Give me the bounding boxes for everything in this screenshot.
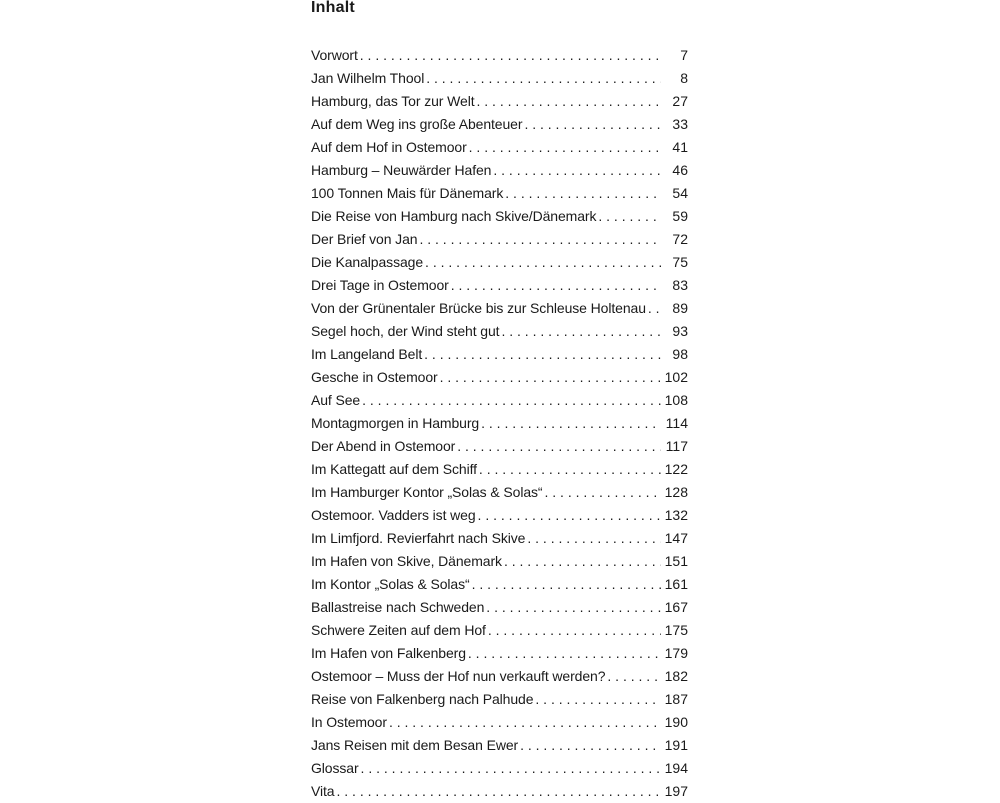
dot-leader [488, 619, 661, 642]
toc-entry-page-number: 122 [664, 461, 688, 477]
toc-entry-title: Schwere Zeiten auf dem Hof [311, 622, 486, 638]
dot-leader [598, 205, 661, 228]
toc-entry-page-number: 147 [664, 530, 688, 546]
dot-leader [472, 573, 661, 596]
toc-entry-page-number: 151 [664, 553, 688, 569]
toc-entry [311, 205, 688, 228]
dot-leader [440, 366, 661, 389]
toc-entry-title: Vita [311, 783, 335, 799]
toc-entry-page-number: 187 [664, 691, 688, 707]
dot-leader [501, 320, 661, 343]
table-of-contents [311, 0, 688, 803]
toc-entry-page-number: 8 [680, 70, 688, 86]
toc-entry-title: Segel hoch, der Wind steht gut [311, 323, 500, 339]
toc-entry-page-number: 108 [664, 392, 688, 408]
toc-entry-title: Die Reise von Hamburg nach Skive/Dänemark [311, 208, 597, 224]
toc-entry [311, 458, 688, 481]
toc-entry-page-number: 98 [672, 346, 688, 362]
dot-leader [544, 481, 661, 504]
toc-entry [311, 711, 688, 734]
dot-leader [419, 228, 661, 251]
toc-entry [311, 228, 688, 251]
dot-leader [424, 343, 661, 366]
toc-entry [311, 665, 688, 688]
toc-entry-title: Ostemoor. Vadders ist weg [311, 507, 476, 523]
toc-entry-page-number: 161 [664, 576, 688, 592]
toc-entry-page-number: 175 [664, 622, 688, 638]
toc-entry-title: Im Kattegatt auf dem Schiff [311, 461, 477, 477]
dot-leader [479, 458, 661, 481]
toc-entry-title: Hamburg, das Tor zur Welt [311, 93, 475, 109]
toc-entry-title: Der Brief von Jan [311, 231, 418, 247]
dot-leader [468, 642, 661, 665]
toc-entry [311, 44, 688, 67]
toc-entry [311, 688, 688, 711]
toc-entry-title: Im Hafen von Skive, Dänemark [311, 553, 502, 569]
toc-entry-page-number: 54 [672, 185, 688, 201]
toc-entry [311, 481, 688, 504]
toc-entry-page-number: 190 [664, 714, 688, 730]
toc-entry [311, 343, 688, 366]
toc-entry [311, 504, 688, 527]
dot-leader [360, 44, 661, 67]
toc-entry-title: Gesche in Ostemoor [311, 369, 438, 385]
toc-entry-title: Im Limfjord. Revierfahrt nach Skive [311, 530, 526, 546]
dot-leader [607, 665, 661, 688]
toc-entry-page-number: 194 [664, 760, 688, 776]
dot-leader [478, 504, 661, 527]
toc-entry-title: Im Hafen von Falkenberg [311, 645, 466, 661]
toc-entry-title: Hamburg – Neuwärder Hafen [311, 162, 492, 178]
dot-leader [481, 412, 661, 435]
toc-entry-title: Drei Tage in Ostemoor [311, 277, 449, 293]
toc-entry-title: Auf dem Weg ins große Abenteuer [311, 116, 523, 132]
toc-entry-title: Auf See [311, 392, 361, 408]
toc-entry [311, 527, 688, 550]
toc-entry-page-number: 132 [664, 507, 688, 523]
toc-entry [311, 320, 688, 343]
toc-entry [311, 734, 688, 757]
toc-entry [311, 757, 688, 780]
dot-leader [457, 435, 661, 458]
toc-entry-page-number: 27 [672, 93, 688, 109]
toc-entry [311, 90, 688, 113]
toc-entry-page-number: 83 [672, 277, 688, 293]
dot-leader [648, 297, 661, 320]
toc-entry-page-number: 197 [664, 783, 688, 799]
toc-entry-title: Die Kanalpassage [311, 254, 424, 270]
toc-entry-title: Im Hamburger Kontor „Solas & Solas“ [311, 484, 543, 500]
dot-leader [505, 182, 661, 205]
toc-entry [311, 435, 688, 458]
toc-entry-title: Jan Wilhelm Thool [311, 70, 425, 86]
dot-leader [535, 688, 661, 711]
toc-entry-title: Im Langeland Belt [311, 346, 423, 362]
toc-entry-page-number: 114 [665, 415, 688, 431]
toc-entry [311, 619, 688, 642]
toc-entry [311, 274, 688, 297]
toc-entry [311, 67, 688, 90]
toc-entry-page-number: 59 [672, 208, 688, 224]
toc-entry [311, 113, 688, 136]
toc-entry-page-number: 167 [664, 599, 688, 615]
dot-leader [524, 113, 661, 136]
toc-entry [311, 159, 688, 182]
toc-entry [311, 550, 688, 573]
dot-leader [493, 159, 661, 182]
toc-entry-title: Vorwort [311, 47, 358, 63]
dot-leader [361, 757, 661, 780]
dot-leader [520, 734, 661, 757]
toc-entry [311, 366, 688, 389]
toc-entry-title: 100 Tonnen Mais für Dänemark [311, 185, 504, 201]
toc-entry-page-number: 33 [672, 116, 688, 132]
toc-entry-title: Glossar [311, 760, 359, 776]
toc-entry-page-number: 179 [664, 645, 688, 661]
toc-entry-title: Von der Grünentaler Brücke bis zur Schleuse Holtenau [311, 300, 646, 316]
toc-entry [311, 412, 688, 435]
toc-entry-title: Ballastreise nach Schweden [311, 599, 485, 615]
toc-entry-page-number: 46 [672, 162, 688, 178]
toc-entry-page-number: 93 [672, 323, 688, 339]
toc-entry-title: Reise von Falkenberg nach Palhude [311, 691, 534, 707]
toc-entry-title: Im Kontor „Solas & Solas“ [311, 576, 470, 592]
toc-entry-page-number: 117 [665, 438, 688, 454]
toc-entry [311, 182, 688, 205]
toc-entry [311, 389, 688, 412]
dot-leader [527, 527, 661, 550]
toc-entry [311, 251, 688, 274]
toc-entry-page-number: 182 [664, 668, 688, 684]
toc-entry-page-number: 89 [672, 300, 688, 316]
dot-leader [389, 711, 661, 734]
dot-leader [504, 550, 661, 573]
toc-entry [311, 573, 688, 596]
toc-list [311, 44, 688, 803]
toc-entry-page-number: 191 [664, 737, 688, 753]
dot-leader [477, 90, 662, 113]
dot-leader [469, 136, 661, 159]
toc-entry [311, 642, 688, 665]
toc-entry-title: Auf dem Hof in Ostemoor [311, 139, 467, 155]
toc-entry-page-number: 75 [672, 254, 688, 270]
dot-leader [425, 251, 661, 274]
toc-entry-page-number: 102 [664, 369, 688, 385]
toc-entry-title: Ostemoor – Muss der Hof nun verkauft werden? [311, 668, 606, 684]
dot-leader [451, 274, 661, 297]
page-title: Inhalt [311, 0, 355, 16]
toc-entry-page-number: 41 [672, 139, 688, 155]
toc-entry-title: In Ostemoor [311, 714, 387, 730]
toc-entry-page-number: 128 [664, 484, 688, 500]
dot-leader [362, 389, 661, 412]
dot-leader [486, 596, 661, 619]
toc-entry-title: Jans Reisen mit dem Besan Ewer [311, 737, 519, 753]
toc-entry [311, 136, 688, 159]
toc-entry [311, 297, 688, 320]
toc-entry-title: Der Abend in Ostemoor [311, 438, 456, 454]
toc-entry [311, 596, 688, 619]
toc-entry-page-number: 7 [680, 47, 688, 63]
toc-entry-page-number: 72 [672, 231, 688, 247]
toc-entry-title: Montagmorgen in Hamburg [311, 415, 480, 431]
dot-leader [426, 67, 661, 90]
